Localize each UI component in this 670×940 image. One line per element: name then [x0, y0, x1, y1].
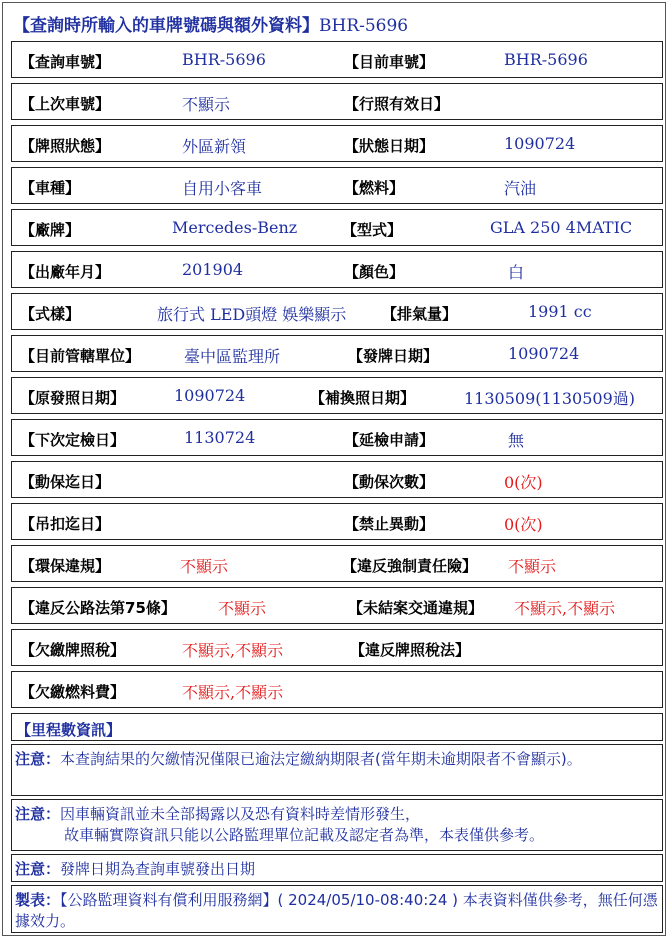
info-row-5	[11, 209, 663, 246]
info-row-10	[11, 419, 663, 456]
value-jurisdiction: 臺中區監理所	[184, 347, 281, 366]
label-reissue-date: 【補換照日期】	[310, 389, 416, 407]
label-jurisdiction: 【目前管轄單位】	[20, 347, 141, 365]
mileage-header-label: 【里程數資訊】	[16, 721, 122, 739]
label-unresolved-traffic-violation: 【未結案交通違規】	[348, 599, 484, 617]
value-next-inspection: 1130724	[184, 428, 256, 447]
value-plate-status: 外區新領	[182, 137, 247, 156]
value-transfer-ban: 0(次)	[504, 515, 543, 534]
info-row-9	[11, 377, 663, 414]
label-manufacture-date: 【出廠年月】	[20, 263, 111, 281]
value-model: GLA 250 4MATIC	[490, 218, 633, 237]
info-row-15	[11, 629, 663, 666]
value-environmental-violation: 不顯示	[180, 557, 229, 576]
value-chattel-mortgage-count: 0(次)	[504, 473, 543, 492]
note-text: 發牌日期為查詢車號發出日期	[60, 860, 256, 878]
value-fuel: 汽油	[504, 179, 537, 198]
label-model: 【型式】	[342, 221, 403, 239]
value-compulsory-insurance-violation: 不顯示	[508, 557, 557, 576]
page-title: 【查詢時所輸入的車牌號碼與額外資料】BHR-5696	[13, 16, 409, 36]
mileage-section-header	[11, 713, 663, 741]
note-key: 注意：	[15, 860, 61, 878]
value-style: 旅行式 LED頭燈 娛樂顯示	[157, 305, 347, 324]
note-text: 本查詢結果的欠繳情況僅限已逾法定繳納期限者(當年期未逾期限者不會顯示)。	[60, 750, 582, 768]
info-row-12	[11, 503, 663, 540]
info-row-2	[11, 83, 663, 120]
info-row-4	[11, 167, 663, 204]
label-chattel-mortgage-end: 【動保迄日】	[20, 473, 111, 491]
label-license-tax-violation: 【違反牌照稅法】	[350, 641, 471, 659]
label-previous-plate: 【上次車號】	[20, 95, 111, 113]
label-brand: 【廠牌】	[20, 221, 81, 239]
value-query-plate: BHR-5696	[182, 50, 266, 69]
value-unresolved-traffic-violation: 不顯示,不顯示	[514, 599, 616, 618]
note-generated-by	[11, 885, 663, 933]
note-disclaimer	[11, 799, 663, 851]
note-issue-date	[11, 854, 663, 882]
info-row-1	[11, 41, 663, 78]
value-manufacture-date: 201904	[182, 260, 244, 279]
label-environmental-violation: 【環保違規】	[20, 557, 111, 575]
value-issue-date: 1090724	[508, 344, 580, 363]
label-query-plate: 【查詢車號】	[20, 53, 111, 71]
label-next-inspection: 【下次定檢日】	[20, 431, 126, 449]
label-current-plate: 【目前車號】	[344, 53, 435, 71]
note-key: 注意：	[15, 750, 61, 768]
label-chattel-mortgage-count: 【動保次數】	[344, 473, 435, 491]
value-unpaid-license-tax: 不顯示,不顯示	[182, 641, 284, 660]
value-highway-act-violation: 不顯示	[218, 599, 267, 618]
label-plate-status: 【牌照狀態】	[20, 137, 111, 155]
label-transfer-ban: 【禁止異動】	[344, 515, 435, 533]
info-row-13	[11, 545, 663, 582]
note-key: 注意：	[15, 805, 61, 823]
label-color: 【顏色】	[344, 263, 405, 281]
value-status-date: 1090724	[504, 134, 576, 153]
note-text-line2: 故車輛實際資訊只能以公路監理單位記載及認定者為準，本表僅供參考。	[64, 826, 545, 844]
note-key: 製表：	[15, 891, 61, 909]
value-brand: Mercedes-Benz	[172, 218, 298, 237]
label-issue-date: 【發牌日期】	[348, 347, 439, 365]
info-row-6	[11, 251, 663, 288]
label-original-license-date: 【原發照日期】	[20, 389, 126, 407]
info-row-8	[11, 335, 663, 372]
note-overdue	[11, 744, 663, 796]
info-row-3	[11, 125, 663, 162]
label-unpaid-license-tax: 【欠繳牌照稅】	[20, 641, 126, 659]
label-displacement: 【排氣量】	[382, 305, 458, 323]
label-highway-act-violation: 【違反公路法第75條】	[20, 599, 176, 617]
label-status-date: 【狀態日期】	[344, 137, 435, 155]
label-style: 【式樣】	[20, 305, 81, 323]
note-text: 【公路監理資料有償利用服務網】( 2024/05/10-08:40:24 ) 本表資料僅供參考，無任何憑據效力。	[15, 891, 658, 930]
value-inspection-extension: 無	[508, 431, 525, 450]
value-reissue-date: 1130509(1130509過)	[464, 389, 636, 408]
value-original-license-date: 1090724	[174, 386, 246, 405]
note-text-line1: 因車輛資訊並未全部揭露以及恐有資料時差情形發生，	[60, 805, 421, 823]
value-unpaid-fuel-fee: 不顯示,不顯示	[182, 683, 284, 702]
info-row-16	[11, 671, 663, 708]
value-previous-plate: 不顯示	[182, 95, 231, 114]
value-displacement: 1991 cc	[528, 302, 592, 321]
value-vehicle-type: 自用小客車	[182, 179, 263, 198]
label-unpaid-fuel-fee: 【欠繳燃料費】	[20, 683, 126, 701]
label-license-valid-date: 【行照有效日】	[344, 95, 450, 113]
info-row-7	[11, 293, 663, 330]
label-vehicle-type: 【車種】	[20, 179, 81, 197]
label-inspection-extension: 【延檢申請】	[344, 431, 435, 449]
value-current-plate: BHR-5696	[504, 50, 588, 69]
label-fuel: 【燃料】	[344, 179, 405, 197]
label-compulsory-insurance-violation: 【違反強制責任險】	[342, 557, 478, 575]
document-frame	[2, 2, 666, 936]
label-suspension-end: 【吊扣迄日】	[20, 515, 111, 533]
value-color: 白	[508, 263, 525, 282]
info-row-14	[11, 587, 663, 624]
info-row-11	[11, 461, 663, 498]
